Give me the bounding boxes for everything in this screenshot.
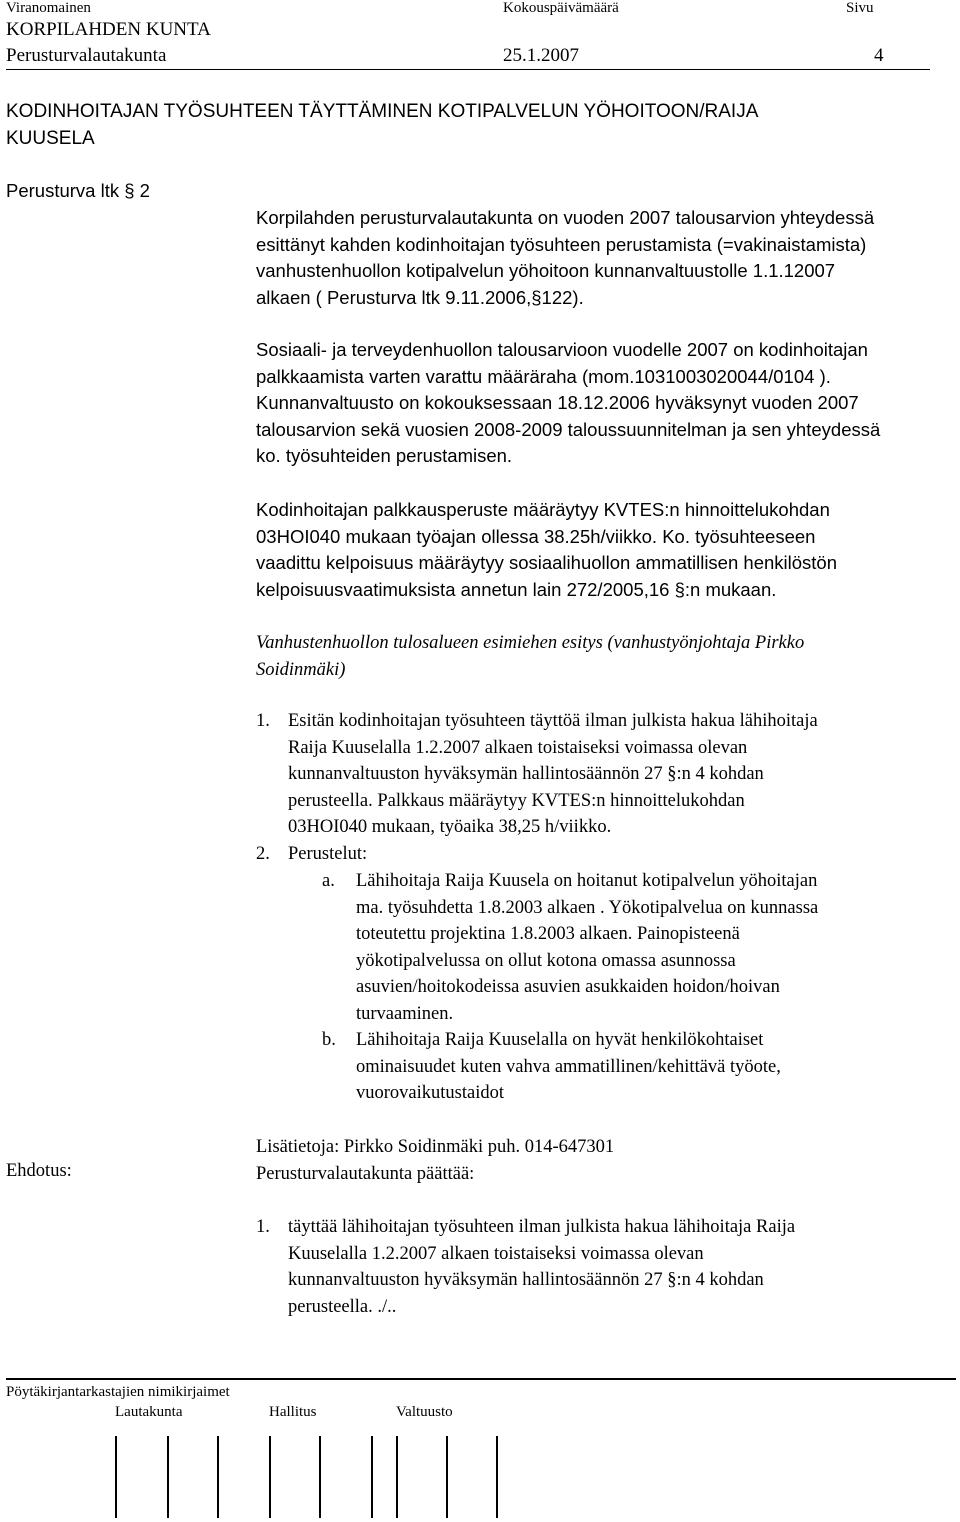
header-divider (6, 69, 930, 70)
text-line: vaadittu kelpoisuus määräytyy sosiaalihuollon ammatillisen henkilöstön (256, 552, 837, 573)
text-line: ominaisuudet kuten vahva ammatillinen/kehittävä työote, (356, 1056, 781, 1077)
decision-list (256, 1214, 795, 1320)
list-item: 1. Esitän kodinhoitajan työsuhteen täyttöä ilman julkista hakua lähihoitaja (256, 708, 818, 735)
text-line: Kodinhoitajan palkkausperuste määräytyy KVTES:n hinnoittelukohdan (256, 499, 830, 520)
list-item: 1. täyttää lähihoitajan työsuhteen ilman julkista hakua lähihoitaja Raija (256, 1214, 795, 1241)
meeting-date: 25.1.2007 (503, 45, 579, 66)
paragraph-salary (256, 497, 837, 603)
text-line: kelpoisuusvaatimuksista annetun lain 272/2005,16 §:n mukaan. (256, 578, 777, 600)
text-line: alkaen ( Perusturva ltk 9.11.2006,§122). (256, 286, 584, 308)
list-letter: b. (322, 1030, 336, 1050)
text-line: talousarvion sekä vuosien 2008-2009 taloussuunnitelman ja sen yhteydessä (256, 418, 881, 440)
page-number: 4 (874, 45, 884, 66)
list-number: 1. (256, 1217, 270, 1237)
text-line: 03HOI040 mukaan, työaika 38,25 h/viikko. (288, 817, 612, 837)
text-line: turvaaminen. (356, 1003, 454, 1024)
list-letter: a. (322, 871, 335, 891)
text-line: toteutettu projektina 1.8.2003 alkaen. Painopisteenä (356, 924, 740, 944)
decision-heading: Perusturvalautakunta päättää: (256, 1163, 475, 1184)
header-label-authority: Viranomainen (6, 0, 91, 16)
reasons-list (322, 868, 818, 1107)
text-line: esittänyt kahden kodinhoitajan työsuhteen perustamista (=vakinaistamista) (256, 233, 867, 255)
document-title (6, 98, 758, 152)
section-reference: Perusturva ltk § 2 (6, 180, 150, 201)
signature-line (217, 1436, 219, 1518)
text-line: Kunnanvaltuusto on kokouksessaan 18.12.2006 hyväksynyt vuoden 2007 (256, 392, 859, 413)
text-line: Korpilahden perusturvalautakunta on vuoden 2007 talousarvion yhteydessä (256, 207, 875, 228)
paragraph-background (256, 205, 874, 311)
text-line: yökotipalvelussa on ollut kotona omassa asunnossa (356, 950, 736, 971)
signature-line (167, 1436, 169, 1518)
signature-line (319, 1436, 321, 1518)
text-line: ma. työsuhdetta 1.8.2003 alkaen . Yökotipalvelua on kunnassa (356, 897, 819, 918)
footer-title: Pöytäkirjantarkastajien nimikirjaimet (6, 1384, 230, 1400)
text-line: Kuuselalla 1.2.2007 alkaen toistaiseksi voimassa olevan (288, 1243, 704, 1264)
title-line: KUUSELA (6, 128, 95, 149)
signature-line (269, 1436, 271, 1518)
text-line: Raija Kuuselalla 1.2.2007 alkaen toistaiseksi voimassa olevan (288, 737, 748, 758)
text-line: Soidinmäki) (256, 659, 346, 680)
text-line: perusteella. Palkkaus määräytyy KVTES:n hinnoittelukohdan (288, 790, 745, 811)
signature-line (496, 1436, 498, 1518)
list-number: 2. (256, 843, 270, 864)
title-line: KODINHOITAJAN TYÖSUHTEEN TÄYTTÄMINEN KOTIPALVELUN YÖHOITOON/RAIJA (6, 101, 759, 122)
signature-line (115, 1436, 117, 1518)
contact-info: Lisätietoja: Pirkko Soidinmäki puh. 014-647301 (256, 1137, 615, 1157)
text-line: perusteella. ./.. (288, 1296, 397, 1317)
footer-label-hallitus: Hallitus (269, 1404, 317, 1420)
footer-label-lautakunta: Lautakunta (115, 1404, 183, 1420)
proposal-list (256, 708, 818, 867)
list-item: 2. Perustelut: (256, 841, 818, 868)
proposal-heading (256, 630, 804, 683)
footer-label-valtuusto: Valtuusto (396, 1404, 453, 1420)
info-block (256, 1134, 614, 1187)
list-item: a. Lähihoitaja Raija Kuusela on hoitanut kotipalvelun yöhoitajan (322, 868, 818, 895)
text-line: ko. työsuhteiden perustamisen. (256, 445, 513, 466)
signature-line (396, 1436, 398, 1518)
header-label-date: Kokouspäivämäärä (503, 0, 619, 16)
footer-divider (6, 1378, 956, 1380)
text-line: kunnanvaltuuston hyväksymän hallintosäännön 27 §:n 4 kohdan (288, 764, 764, 784)
text-line: vanhustenhuollon kotipalvelun yöhoitoon kunnanvaltuustolle 1.1.12007 (256, 260, 836, 281)
paragraph-budget (256, 337, 880, 470)
text-line: 03HOI040 mukaan työajan ollessa 38.25h/viikko. Ko. työsuhteeseen (256, 525, 816, 547)
signature-line (446, 1436, 448, 1518)
text-line: vuorovaikutustaidot (356, 1083, 504, 1103)
text-line: asuvien/hoitokodeissa asuvien asukkaiden hoidon/hoivan (356, 977, 780, 997)
header-label-page: Sivu (846, 0, 874, 16)
authority-name: Perusturvalautakunta (6, 45, 167, 66)
text-line: kunnanvaltuuston hyväksymän hallintosäännön 27 §:n 4 kohdan (288, 1270, 764, 1290)
ehdotus-label: Ehdotus: (6, 1161, 72, 1181)
list-number: 1. (256, 711, 270, 731)
text-line: palkkaamista varten varattu määräraha (mom.1031003020044/0104 ). (256, 365, 831, 387)
municipality-name: KORPILAHDEN KUNTA (6, 19, 211, 40)
list-item: b. Lähihoitaja Raija Kuuselalla on hyvät henkilökohtaiset (322, 1027, 818, 1054)
text-line: Vanhustenhuollon tulosalueen esimiehen esitys (vanhustyönjohtaja Pirkko (256, 633, 805, 653)
signature-line (371, 1436, 373, 1518)
text-line: Sosiaali- ja terveydenhuollon talousarvioon vuodelle 2007 on kodinhoitajan (256, 339, 868, 360)
